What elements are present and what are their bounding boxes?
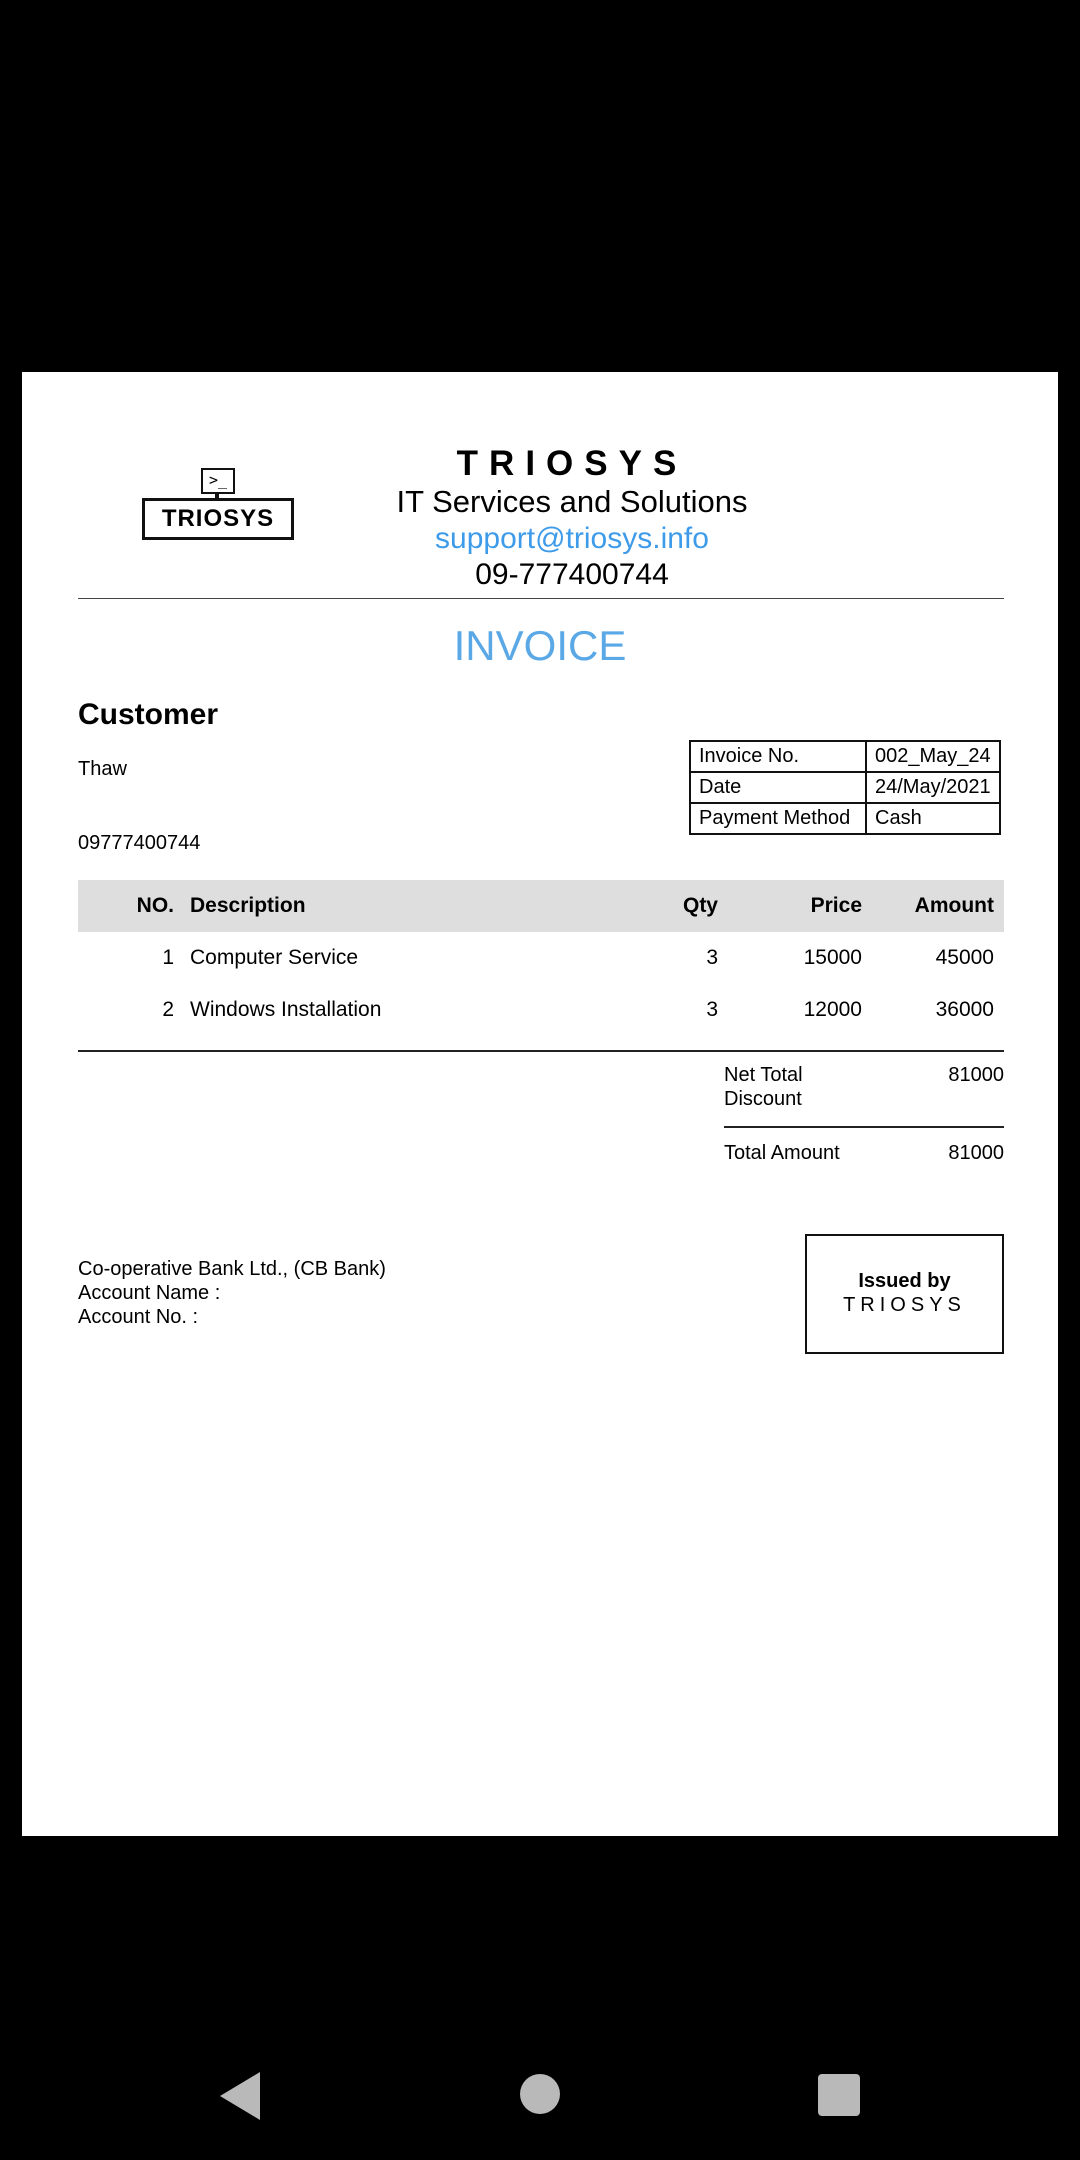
account-no: Account No. : — [78, 1306, 199, 1328]
company-logo — [142, 468, 294, 538]
item-no: 1 — [162, 946, 174, 969]
items-header-row — [78, 880, 1004, 932]
terminal-icon: >_ — [201, 468, 235, 494]
issued-by-label: Issued by — [858, 1270, 951, 1292]
invoice-title: INVOICE — [453, 622, 627, 669]
company-name: TRIOSYS — [456, 444, 688, 483]
header-no: NO. — [136, 894, 174, 917]
table-row — [78, 984, 1004, 1036]
customer-phone: 09777400744 — [78, 832, 201, 854]
item-amount: 45000 — [935, 946, 994, 969]
logo-text: TRIOSYS — [142, 498, 294, 540]
meta-row-date — [690, 772, 1000, 803]
meta-label: Date — [690, 772, 866, 803]
net-total-value: 81000 — [948, 1064, 1004, 1086]
company-tagline: IT Services and Solutions — [396, 484, 748, 519]
discount-label: Discount — [724, 1088, 802, 1110]
system-nav-bar — [0, 2040, 1080, 2160]
item-no: 2 — [162, 998, 174, 1021]
invoice-page — [22, 372, 1058, 1836]
total-amount-value: 81000 — [948, 1142, 1004, 1164]
account-name: Account Name : — [78, 1282, 221, 1304]
header-qty: Qty — [682, 894, 718, 917]
bank-name: Co-operative Bank Ltd., (CB Bank) — [78, 1258, 386, 1280]
net-total-label: Net Total — [724, 1064, 803, 1086]
header-divider — [78, 598, 1004, 599]
items-divider — [78, 1050, 1004, 1052]
totals-divider — [724, 1126, 1004, 1128]
recent-apps-icon[interactable] — [818, 2074, 860, 2116]
item-qty: 3 — [706, 946, 718, 969]
item-amount: 36000 — [935, 998, 994, 1021]
meta-row-payment-method — [690, 803, 1000, 834]
meta-value: 002_May_24 — [866, 741, 1000, 772]
back-icon[interactable] — [220, 2072, 260, 2120]
home-icon[interactable] — [520, 2074, 560, 2114]
customer-heading: Customer — [78, 698, 219, 731]
meta-row-invoice-no — [690, 741, 1000, 772]
meta-value: Cash — [866, 803, 1000, 834]
item-description: Windows Installation — [190, 998, 382, 1021]
company-email[interactable]: support@triosys.info — [435, 522, 709, 555]
header-amount: Amount — [914, 894, 994, 917]
invoice-meta-table — [689, 740, 1001, 835]
customer-name: Thaw — [78, 758, 127, 780]
issued-by-name: TRIOSYS — [843, 1294, 966, 1316]
meta-value: 24/May/2021 — [866, 772, 1000, 803]
table-row — [78, 932, 1004, 984]
item-description: Computer Service — [190, 946, 359, 969]
meta-label: Invoice No. — [690, 741, 866, 772]
header-description: Description — [190, 894, 306, 917]
company-phone: 09-777400744 — [475, 558, 669, 591]
item-qty: 3 — [706, 998, 718, 1021]
item-price: 12000 — [803, 998, 862, 1021]
item-price: 15000 — [803, 946, 862, 969]
meta-label: Payment Method — [690, 803, 866, 834]
total-amount-label: Total Amount — [724, 1142, 840, 1164]
issued-by-box — [805, 1234, 1004, 1354]
header-price: Price — [810, 894, 862, 917]
